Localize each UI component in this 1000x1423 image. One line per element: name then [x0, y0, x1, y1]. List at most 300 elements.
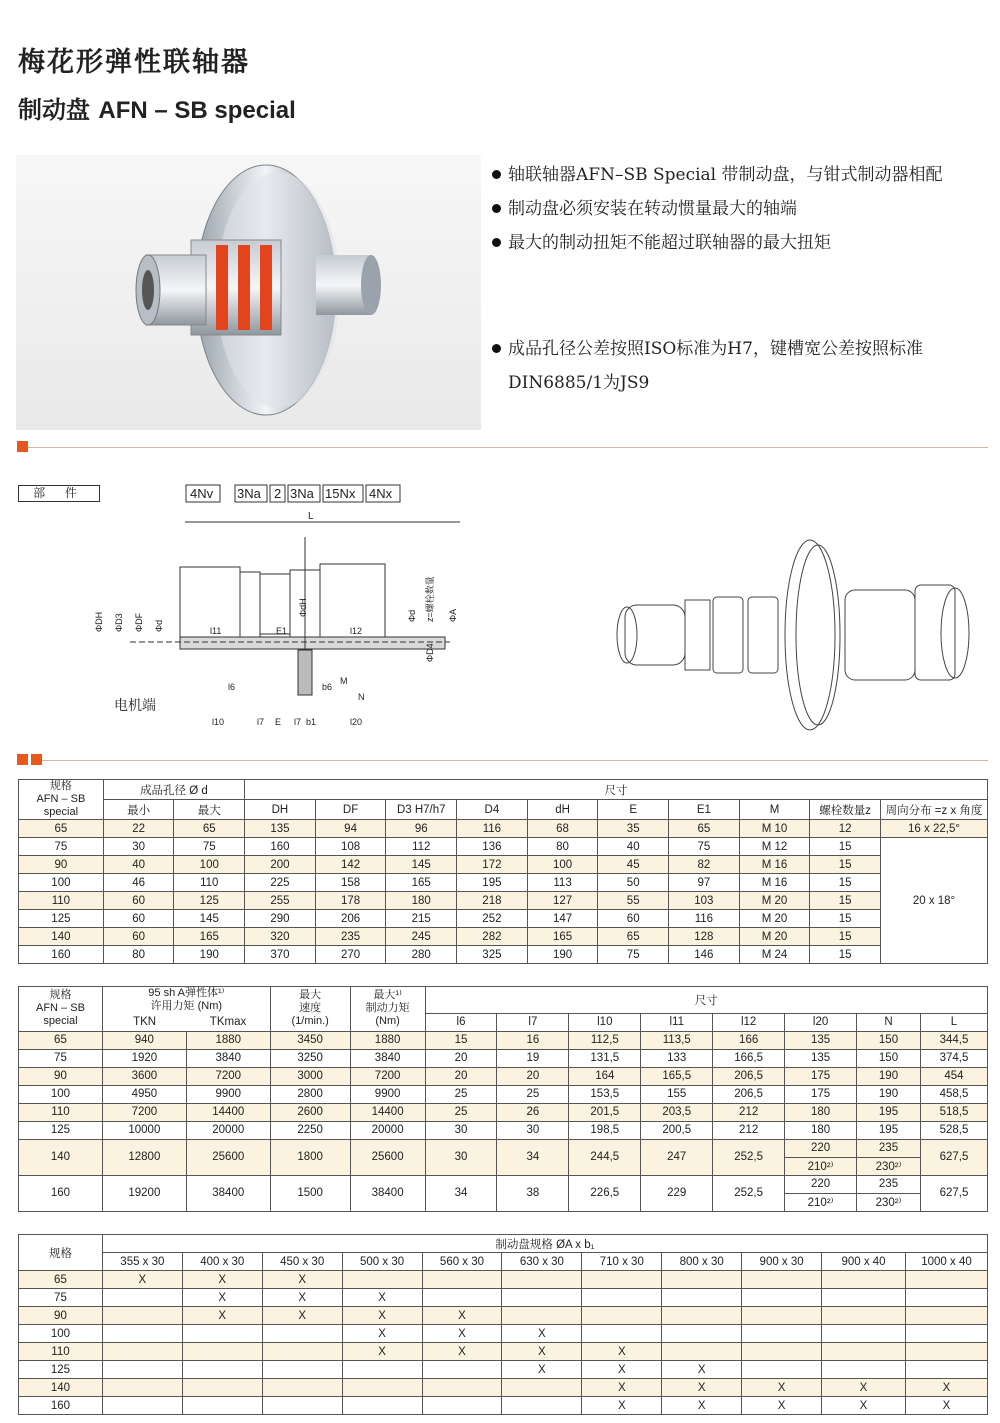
cell-mark: [502, 1289, 582, 1307]
cell-mark: [582, 1271, 662, 1289]
table-cell: 75: [19, 838, 104, 856]
row160-l7: 38: [497, 1175, 569, 1211]
cell-mark: [662, 1307, 742, 1325]
cell-mark: [822, 1289, 906, 1307]
page-title: 梅花形弹性联轴器: [18, 47, 250, 78]
cell-mark: [582, 1307, 662, 1325]
row160-tkn: 19200: [102, 1175, 186, 1211]
cell-spec: 65: [19, 1271, 103, 1289]
cell-mark: [822, 1307, 906, 1325]
dim-l10: l10: [212, 717, 225, 727]
table-cell: 30: [425, 1121, 497, 1139]
table-cell: 15: [810, 928, 881, 946]
cell-mark: X: [822, 1397, 906, 1415]
cell-mark: [342, 1397, 422, 1415]
dim-dh-hub: ΦdH: [298, 598, 308, 617]
table-row: [19, 910, 988, 928]
col-disc-size: 355 x 30: [102, 1253, 182, 1271]
table-cell: 65: [19, 820, 104, 838]
table-cell: 55: [598, 892, 669, 910]
tag-2: 2: [274, 486, 282, 501]
row140-na: 235: [857, 1139, 921, 1157]
table-cell: 175: [785, 1067, 857, 1085]
col-speed: 最大 速度 (1/min.): [270, 987, 350, 1032]
dim-l12: l12: [350, 626, 363, 636]
col-tkn: TKN: [102, 1013, 186, 1031]
col-disc-size: 500 x 30: [342, 1253, 422, 1271]
divider: [42, 760, 988, 761]
col-n: N: [857, 1013, 921, 1031]
row140-l11: 247: [641, 1139, 713, 1175]
table-cell: 112,5: [569, 1031, 641, 1049]
cell-mark: [422, 1361, 502, 1379]
table-cell: 20: [425, 1067, 497, 1085]
cell-mark: [905, 1307, 987, 1325]
col-bore: 成品孔径 Ø d: [103, 780, 244, 800]
table-cell: 290: [245, 910, 316, 928]
col-dims: 尺寸: [245, 780, 988, 800]
dim-d4: ΦD4: [425, 643, 435, 662]
col-df: DF: [315, 800, 386, 820]
cell-mark: [102, 1379, 182, 1397]
col-dh-hub: dH: [527, 800, 598, 820]
table-cell: 3840: [350, 1049, 425, 1067]
row160-l10: 226,5: [569, 1175, 641, 1211]
dim-b1: b1: [306, 717, 317, 727]
cell-mark: [422, 1397, 502, 1415]
table-cell: 75: [174, 838, 245, 856]
table-cell: 80: [103, 946, 174, 964]
col-disc-size: 630 x 30: [502, 1253, 582, 1271]
table-cell: 940: [102, 1031, 186, 1049]
col-tkmax: TKmax: [186, 1013, 270, 1031]
col-spec: 规格 AFN – SB special: [19, 987, 103, 1032]
table-cell: M 16: [739, 874, 810, 892]
dimensions-table-1: [18, 779, 988, 964]
table-cell: 65: [598, 928, 669, 946]
col-d4: D4: [457, 800, 528, 820]
table-cell: 116: [457, 820, 528, 838]
col-l6: l6: [425, 1013, 497, 1031]
subtitle-latin: AFN – SB special: [98, 97, 296, 124]
table-cell: 212: [713, 1103, 785, 1121]
table-row: [19, 1085, 988, 1103]
cell-mark: [262, 1325, 342, 1343]
col-max: 最大: [174, 800, 245, 820]
cell-mark: [422, 1289, 502, 1307]
table-cell: 9900: [350, 1085, 425, 1103]
subtitle-cn: 制动盘: [18, 96, 90, 124]
table-cell: 1920: [102, 1049, 186, 1067]
cell-mark: [742, 1271, 822, 1289]
part-tags: [186, 485, 400, 502]
row140-l20a: 220: [785, 1139, 857, 1157]
table-cell: 150: [857, 1049, 921, 1067]
table-cell: 206: [315, 910, 386, 928]
cell-mark: X: [502, 1361, 582, 1379]
feature-item: 轴联轴器AFN–SB Special 带制动盘，与钳式制动器相配: [490, 158, 1000, 192]
col-d3: D3 H7/h7: [386, 800, 457, 820]
table-cell: 100: [19, 874, 104, 892]
row140-nb: 230²⁾: [857, 1157, 921, 1175]
row160-l6: 34: [425, 1175, 497, 1211]
cell-mark: [182, 1325, 262, 1343]
feature-item: 制动盘必须安装在转动惯量最大的轴端: [490, 192, 1000, 226]
cell-mark: [422, 1271, 502, 1289]
table-cell: 15: [425, 1031, 497, 1049]
table-cell: 46: [103, 874, 174, 892]
table-cell: 75: [669, 838, 740, 856]
row160-spec: 160: [19, 1175, 103, 1211]
table-cell: 15: [810, 946, 881, 964]
cell-spec: 125: [19, 1361, 103, 1379]
table-cell: 165,5: [641, 1067, 713, 1085]
col-disc-size: 800 x 30: [662, 1253, 742, 1271]
table-cell: 135: [785, 1031, 857, 1049]
table-cell: 96: [386, 820, 457, 838]
technical-drawing: [90, 482, 470, 732]
table-cell: M 20: [739, 892, 810, 910]
cell-mark: [742, 1307, 822, 1325]
col-brake: 最大¹⁾ 制动力矩 (Nm): [350, 987, 425, 1032]
cell-mark: [742, 1325, 822, 1343]
dim-l: L: [308, 511, 314, 522]
dim-b6: b6: [322, 682, 333, 692]
row140-tkn: 12800: [102, 1139, 186, 1175]
cell-mark: [662, 1325, 742, 1343]
table-row: [19, 946, 988, 964]
table-cell: 200: [245, 856, 316, 874]
table-cell: M 20: [739, 910, 810, 928]
table-cell: 255: [245, 892, 316, 910]
table-cell: 30: [103, 838, 174, 856]
table-cell: M 24: [739, 946, 810, 964]
cell-mark: [422, 1379, 502, 1397]
cell-mark: [342, 1379, 422, 1397]
table-cell: 20000: [350, 1121, 425, 1139]
col-spec: 规格 AFN – SB special: [19, 780, 104, 820]
product-photo: [16, 155, 481, 430]
cell-mark: X: [262, 1307, 342, 1325]
col-disc: 制动盘规格 ØA x b₁: [102, 1235, 987, 1253]
cell-mark: X: [822, 1379, 906, 1397]
table-cell: 3450: [270, 1031, 350, 1049]
table-cell: 325: [457, 946, 528, 964]
table-cell: 155: [641, 1085, 713, 1103]
table-cell: 15: [810, 874, 881, 892]
cell-mark: [502, 1271, 582, 1289]
table-cell: 344,5: [920, 1031, 987, 1049]
table-cell: 113,5: [641, 1031, 713, 1049]
cell-mark: X: [422, 1325, 502, 1343]
table-cell: 206,5: [713, 1067, 785, 1085]
table-cell: 1880: [186, 1031, 270, 1049]
parts-label: 部 件: [18, 485, 100, 502]
cell-mark: X: [662, 1361, 742, 1379]
table-row: [19, 874, 988, 892]
cell-mark: [102, 1307, 182, 1325]
row160-l12: 252,5: [713, 1175, 785, 1211]
table-cell: 145: [174, 910, 245, 928]
exploded-view-illustration: [605, 535, 995, 735]
table-cell: 127: [527, 892, 598, 910]
table-cell: 15: [810, 838, 881, 856]
table-cell: 135: [785, 1049, 857, 1067]
cell-mark: [102, 1397, 182, 1415]
row140-brake: 25600: [350, 1139, 425, 1175]
table-cell: 1880: [350, 1031, 425, 1049]
table-cell: 145: [386, 856, 457, 874]
dim-e1: E1: [276, 626, 288, 636]
table-cell: 195: [457, 874, 528, 892]
table-cell: 190: [857, 1067, 921, 1085]
cell-mark: [905, 1343, 987, 1361]
col-l20: l20: [785, 1013, 857, 1031]
table-cell: 125: [19, 910, 104, 928]
table-cell: 166,5: [713, 1049, 785, 1067]
table-cell: 153,5: [569, 1085, 641, 1103]
table-cell: 113: [527, 874, 598, 892]
table-cell: 25: [425, 1085, 497, 1103]
row140-spec: 140: [19, 1139, 103, 1175]
cell-mark: X: [582, 1379, 662, 1397]
table-cell: 195: [857, 1103, 921, 1121]
table-cell: 20: [497, 1067, 569, 1085]
cell-mark: [502, 1397, 582, 1415]
table-cell: 15: [810, 856, 881, 874]
col-min: 最小: [103, 800, 174, 820]
col-disc-size: 900 x 30: [742, 1253, 822, 1271]
col-l11: l11: [641, 1013, 713, 1031]
col-e: E: [598, 800, 669, 820]
col-dh: DH: [245, 800, 316, 820]
row160-l20b: 210²⁾: [785, 1193, 857, 1211]
tag-3na: 3Na: [290, 486, 314, 501]
cell-mark: X: [582, 1343, 662, 1361]
table-row: [19, 928, 988, 946]
table-cell: 280: [386, 946, 457, 964]
table-row: [19, 1397, 988, 1415]
table-cell: 75: [598, 946, 669, 964]
table-cell: 180: [386, 892, 457, 910]
table-cell: M 12: [739, 838, 810, 856]
cell-mark: [502, 1307, 582, 1325]
cell-mark: X: [582, 1397, 662, 1415]
cell-mark: X: [102, 1271, 182, 1289]
cell-mark: [905, 1271, 987, 1289]
dimensions-table-2: [18, 986, 988, 1212]
table-cell: 60: [103, 928, 174, 946]
section-marker: [17, 441, 28, 452]
cell-mark: [102, 1289, 182, 1307]
row140-l12: 252,5: [713, 1139, 785, 1175]
cell-mark: X: [182, 1289, 262, 1307]
col-l: L: [920, 1013, 987, 1031]
table-cell: 116: [669, 910, 740, 928]
table-cell: 150: [857, 1031, 921, 1049]
col-disc-size: 450 x 30: [262, 1253, 342, 1271]
table-cell: 200,5: [641, 1121, 713, 1139]
table-cell: 142: [315, 856, 386, 874]
table-cell: 14400: [186, 1103, 270, 1121]
table-row: [19, 1343, 988, 1361]
section-marker: [17, 754, 28, 765]
table-row: [19, 1103, 988, 1121]
table-cell: 7200: [102, 1103, 186, 1121]
table-cell: 160: [245, 838, 316, 856]
table-cell: 282: [457, 928, 528, 946]
cell-mark: [502, 1379, 582, 1397]
table-cell: 215: [386, 910, 457, 928]
table-cell: 16: [497, 1031, 569, 1049]
table-cell: 198,5: [569, 1121, 641, 1139]
table-cell: 108: [315, 838, 386, 856]
cell-mark: X: [342, 1343, 422, 1361]
cell-mark: [102, 1343, 182, 1361]
row160-speed: 1500: [270, 1175, 350, 1211]
feature-item-continuation: DIN6885/1为JS9: [508, 373, 650, 393]
col-disc-size: 560 x 30: [422, 1253, 502, 1271]
cell-mark: X: [422, 1307, 502, 1325]
table-cell: 166: [713, 1031, 785, 1049]
table-cell: 25: [497, 1085, 569, 1103]
table-cell: 4950: [102, 1085, 186, 1103]
cell-mark: [822, 1343, 906, 1361]
row160-l11: 229: [641, 1175, 713, 1211]
dim-a: ΦA: [448, 608, 458, 622]
cell-mark: X: [662, 1379, 742, 1397]
table-cell: 160: [19, 946, 104, 964]
table-cell: 22: [103, 820, 174, 838]
table-cell: 26: [497, 1103, 569, 1121]
cell-mark: [182, 1397, 262, 1415]
table-cell: M 16: [739, 856, 810, 874]
table-cell: 528,5: [920, 1121, 987, 1139]
cell-mark: [742, 1289, 822, 1307]
table-cell: 94: [315, 820, 386, 838]
cell-mark: [182, 1343, 262, 1361]
cell-spec: 160: [19, 1397, 103, 1415]
cell-mark: [742, 1361, 822, 1379]
dim-df: ΦDF: [134, 612, 144, 632]
table-cell: 40: [598, 838, 669, 856]
table-cell: 190: [857, 1085, 921, 1103]
table-row: [19, 1361, 988, 1379]
table-cell: 110: [19, 1103, 103, 1121]
table-cell: 110: [174, 874, 245, 892]
dim-l6: l6: [228, 682, 236, 692]
cell-spec: 75: [19, 1289, 103, 1307]
table-cell: 68: [527, 820, 598, 838]
col-l7: l7: [497, 1013, 569, 1031]
cell-mark: X: [342, 1289, 422, 1307]
cell-bolt-pattern: 16 x 22,5°: [881, 820, 988, 838]
table-cell: 100: [527, 856, 598, 874]
table-row: [19, 856, 988, 874]
table-cell: 90: [19, 856, 104, 874]
col-disc-size: 900 x 40: [822, 1253, 906, 1271]
table-cell: 12: [810, 820, 881, 838]
divider: [28, 447, 988, 448]
table-cell: 135: [245, 820, 316, 838]
table-cell: 9900: [186, 1085, 270, 1103]
table-cell: 165: [174, 928, 245, 946]
table-cell: M 10: [739, 820, 810, 838]
cell-mark: [742, 1343, 822, 1361]
table-cell: 454: [920, 1067, 987, 1085]
table-cell: 218: [457, 892, 528, 910]
table-cell: 112: [386, 838, 457, 856]
cell-spec: 140: [19, 1379, 103, 1397]
cell-spec: 110: [19, 1343, 103, 1361]
table-cell: 90: [19, 1067, 103, 1085]
cell-mark: [102, 1361, 182, 1379]
cell-mark: X: [262, 1271, 342, 1289]
col-dims: 尺寸: [425, 987, 987, 1014]
dim-l20: l20: [350, 717, 363, 727]
dim-d3: ΦD3: [114, 613, 124, 632]
table-cell: 164: [569, 1067, 641, 1085]
brake-disc-table: [18, 1234, 988, 1415]
table-cell: 206,5: [713, 1085, 785, 1103]
row140-speed: 1800: [270, 1139, 350, 1175]
row160-l20a: 220: [785, 1175, 857, 1193]
row140-tkmax: 25600: [186, 1139, 270, 1175]
table-cell: 30: [497, 1121, 569, 1139]
table-row: [19, 838, 988, 856]
motor-end-label: 电机端: [114, 697, 156, 713]
table-cell: 131,5: [569, 1049, 641, 1067]
table-cell: 165: [386, 874, 457, 892]
table-cell: 19: [497, 1049, 569, 1067]
cell-mark: [582, 1289, 662, 1307]
table-cell: 50: [598, 874, 669, 892]
table-cell: 65: [174, 820, 245, 838]
col-disc-size: 1000 x 40: [905, 1253, 987, 1271]
cell-mark: X: [502, 1325, 582, 1343]
table-cell: 35: [598, 820, 669, 838]
tag-15nx: 15Nx: [325, 486, 356, 501]
dim-d: Φd: [154, 619, 164, 632]
table-row: [19, 1325, 988, 1343]
table-cell: 518,5: [920, 1103, 987, 1121]
table-cell: 2250: [270, 1121, 350, 1139]
cell-mark: [262, 1379, 342, 1397]
row160-na: 235: [857, 1175, 921, 1193]
tag-4nx: 4Nx: [369, 486, 393, 501]
table-cell: 15: [810, 892, 881, 910]
col-l10: l10: [569, 1013, 641, 1031]
table-cell: 165: [527, 928, 598, 946]
table-cell: 235: [315, 928, 386, 946]
cell-mark: [822, 1325, 906, 1343]
table-cell: 60: [103, 910, 174, 928]
table-cell: 40: [103, 856, 174, 874]
row140-l6: 30: [425, 1139, 497, 1175]
table-row: [19, 1271, 988, 1289]
cell-mark: X: [905, 1379, 987, 1397]
cell-mark: [662, 1271, 742, 1289]
table-cell: 158: [315, 874, 386, 892]
table-cell: 125: [19, 1121, 103, 1139]
dim-n: N: [358, 692, 365, 702]
cell-spec: 90: [19, 1307, 103, 1325]
table-cell: 270: [315, 946, 386, 964]
table-cell: 100: [19, 1085, 103, 1103]
table-cell: 320: [245, 928, 316, 946]
table-cell: 60: [103, 892, 174, 910]
cell-mark: [262, 1361, 342, 1379]
